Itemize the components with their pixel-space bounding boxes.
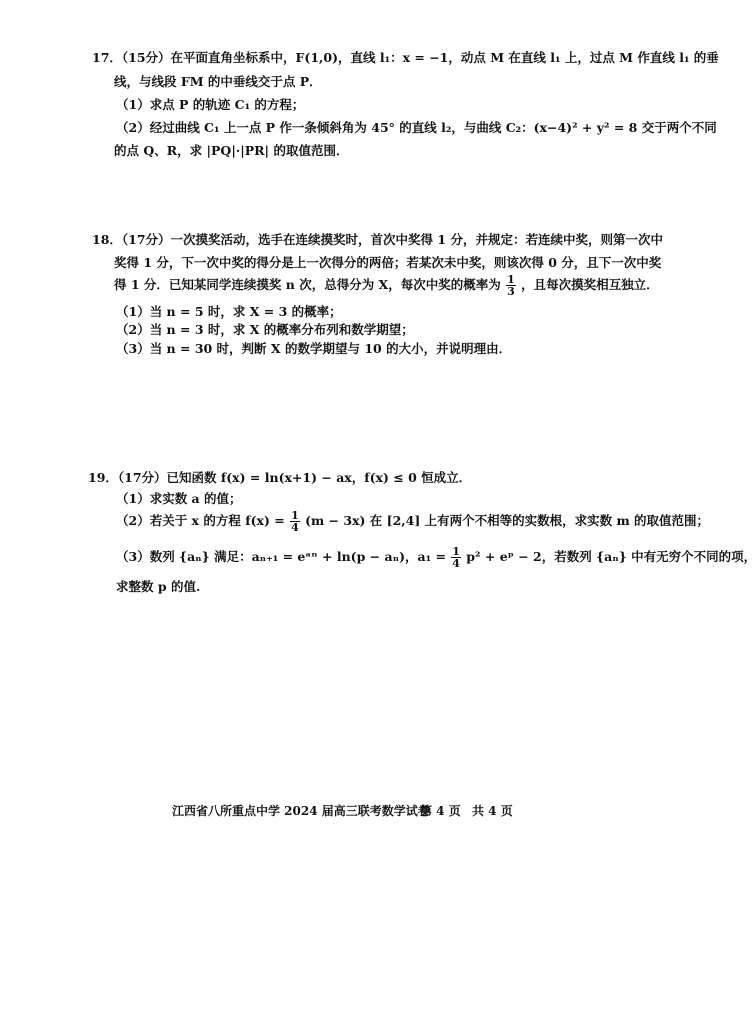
fraction-numerator: 1 <box>507 273 515 286</box>
quarter-fraction <box>290 510 300 533</box>
q18-line-2: 奖得 1 分，下一次中奖的得分是上一次得分的两倍；若某次未中奖，则该次得 0 分，且下一次中奖 <box>114 255 662 270</box>
q19-part-2 <box>116 509 709 533</box>
fraction-numerator: 1 <box>291 509 299 522</box>
q17-line-1: 17．（15分）在平面直角坐标系中，F(1,0)，直线 l₁：x = −1，动点 M 在直线 l₁ 上，过点 M 作直线 l₁ 的垂 <box>92 50 719 65</box>
q19-part-3-text-a: （3）数列 {aₙ} 满足：aₙ₊₁ = eᵃⁿ + ln(p − aₙ)，a₁ = <box>116 549 446 564</box>
q19-part-2-text-b: (m − 3x) 在 [2,4] 上有两个不相等的实数根，求实数 m 的取值范围； <box>305 513 710 528</box>
q18-part-2: （2）当 n = 3 时，求 X 的概率分布列和数学期望； <box>116 322 414 337</box>
footer-school-title: 江西省八所重点中学 2024 届高三联考数学试卷 <box>172 804 430 818</box>
q18-line-3-text-b: ，且每次摸奖相互独立． <box>521 277 659 292</box>
q18-line-1: 18．（17分）一次摸奖活动，选手在连续摸奖时，首次中奖得 1 分，并规定：若连续中奖，则第一次中 <box>92 232 663 247</box>
fraction-numerator: 1 <box>452 545 460 558</box>
fraction-denominator: 4 <box>452 557 460 570</box>
q19-part-2-text-a: （2）若关于 x 的方程 f(x) = <box>116 513 285 528</box>
fraction-denominator: 3 <box>507 285 515 298</box>
q17-part-2: （2）经过曲线 C₁ 上一点 P 作一条倾斜角为 45° 的直线 l₂，与曲线 C₂：(x−4)² + y² = 8 交于两个不同 <box>116 120 717 135</box>
footer-page-number: 第 4 页 <box>420 804 461 818</box>
q19-part-1: （1）求实数 a 的值； <box>116 491 242 506</box>
footer-total-pages: 共 4 页 <box>472 804 513 818</box>
q18-part-1: （1）当 n = 5 时，求 X = 3 的概率； <box>116 304 342 319</box>
q17-line-2: 线，与线段 FM 的中垂线交于点 P． <box>114 74 322 89</box>
q19-part-3 <box>116 545 756 569</box>
q19-part-3-text-b: p² + eᵖ − 2，若数列 {aₙ} 中有无穷个不同的项， <box>466 549 756 564</box>
q17-part-1: （1）求点 P 的轨迹 C₁ 的方程； <box>116 97 305 112</box>
quarter-fraction <box>451 546 461 569</box>
q18-line-3 <box>114 273 659 297</box>
q19-line-1: 19．（17分）已知函数 f(x) = ln(x+1) − ax，f(x) ≤ 0 恒成立． <box>88 470 472 485</box>
q18-line-3-text-a: 得 1 分．已知某同学连续摸奖 n 次，总得分为 X，每次中奖的概率为 <box>114 277 501 292</box>
fraction-denominator: 4 <box>291 521 299 534</box>
q17-part-2-cont: 的点 Q、R，求 |PQ|·|PR| 的取值范围． <box>114 143 349 158</box>
probability-fraction <box>506 274 516 297</box>
q18-part-3: （3）当 n = 30 时，判断 X 的数学期望与 10 的大小，并说明理由． <box>116 341 512 356</box>
q19-part-3-cont: 求整数 p 的值. <box>116 579 201 594</box>
